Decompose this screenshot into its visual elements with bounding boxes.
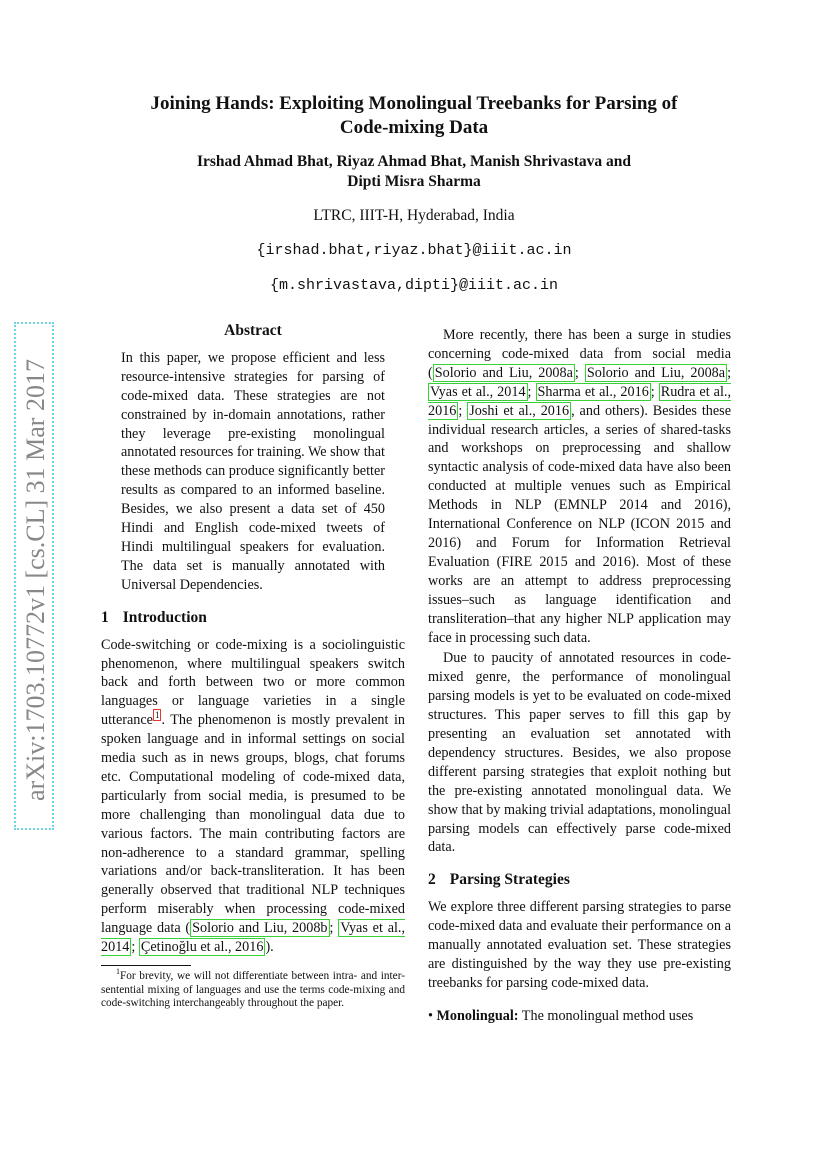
paragraph-text: , and others). Besides these individual research articles, a series of shared-tasks and workshops on preprocessing and shallow syntactic analysis of code-mixed data have also been conducted at multiple venues such as Empirical Methods in NLP (EMNLP 2014 and 2016), International Conference on NLP (ICON 2015 and 2016) and Forum for Information Retrieval Evaluation (FIRE 2015 and 2016). Most of these works are an attempt to address preprocessing issues–such as language identification and transliteration–that any higher NLP application may face in processing such data. [428, 402, 731, 646]
footnote-marker-link[interactable]: 1 [154, 710, 160, 721]
citation-separator: ; [727, 364, 732, 381]
title-line-2: Code-mixing Data [339, 117, 489, 138]
paper-title [110, 92, 718, 140]
citation-link[interactable]: Çetinoğlu et al., 2016 [140, 939, 264, 956]
citation-separator: ; [574, 364, 585, 381]
section-1-number: 1 [101, 608, 109, 626]
strategies-paragraph: We explore three different parsing strategies to parse code-mixed data and evaluate their performance on a manually annotated evaluation set. These strategies are distinguished by the way they use pre-existing treebanks for parsing code-mixed data. [428, 899, 731, 991]
bullet-text: The monolingual method uses [518, 1007, 694, 1024]
section-2-heading [428, 871, 731, 890]
citation-link[interactable]: Solorio and Liu, 2008a [434, 364, 573, 381]
authors [110, 152, 718, 192]
authors-line-1: Irshad Ahmad Bhat, Riyaz Ahmad Bhat, Manish Shrivastava and [196, 153, 632, 170]
citation-link[interactable]: Solorio and Liu, 2008a [586, 364, 726, 381]
motivation-paragraph: Due to paucity of annotated resources in code-mixed genre, the performance of monolingual parsing models is yet to be evaluated on code-mixed structures. This paper serves to fill this gap by presenting an evaluation set annotated with dependency structures. Besides, we also propose different parsing strategies that exploit nothing but the pre-existing annotated monolingual data. We show that by making trivial adaptations, monolingual parsing models can effectively parse code-mixed data. [428, 650, 732, 856]
section-1-heading [101, 609, 405, 628]
bullet-item-monolingual [428, 1007, 731, 1026]
citation-separator: ; [329, 920, 339, 937]
intro-text-c: ). [265, 939, 274, 956]
arxiv-stamp-text: arXiv:1703.10772v1 [cs.CL] 31 Mar 2017 [21, 359, 50, 801]
abstract-text: In this paper, we propose efficient and less resource-intensive strategies for parsing of code-mixed data. These strategies are not constrained by in-domain annotations, rather they leverage pre-existing monolingual annotated resources for training. We show that these methods can produce significantly better results as compared to an informed baseline. Besides, we also present a data set of 450 Hindi and English code-mixed tweets of Hindi multilingual speakers for evaluation. The data set is manually annotated with Universal Dependencies. [121, 349, 385, 593]
affiliation: LTRC, IIIT-H, Hyderabad, India [313, 207, 515, 224]
section-2-number: 2 [428, 871, 436, 889]
email-line-2: {m.shrivastava,dipti}@iiit.ac.in [269, 277, 559, 294]
section-2-title: Parsing Strategies [449, 871, 570, 889]
bullet-symbol: • [428, 1007, 433, 1024]
citation-separator: ; [458, 402, 468, 419]
left-column [101, 322, 405, 1011]
intro-paragraph [101, 636, 405, 957]
related-work-paragraph [428, 326, 731, 647]
authors-line-2: Dipti Misra Sharma [347, 173, 481, 190]
citation-separator: ; [650, 383, 659, 400]
footnote-text: For brevity, we will not differentiate between intra- and inter-sentential mixing of languages and use the terms code-mixing and code-switching interchangeably throughout the paper. [101, 970, 405, 1010]
section-1-title: Introduction [122, 608, 207, 626]
citation-link[interactable]: Solorio and Liu, 2008b [192, 920, 328, 937]
abstract-heading: Abstract [224, 322, 282, 339]
citation-link[interactable]: Vyas et al., 2014 [101, 920, 406, 956]
footnote [101, 967, 405, 1011]
intro-text-b: . The phenomenon is mostly prevalent in spoken language and in informal settings on social media such as in news groups, blogs, chat forums etc. Computational modeling of code-mixed data, particularly from social media, is presumed to be more challenging than monolingual data due to various factors. The main contributing factors are non-adherence to a standard grammar, spelling variations and/or back-transliteration. It has been generally observed that traditional NLP techniques perform miserably when processing code-mixed language data ( [101, 712, 405, 937]
arxiv-stamp[interactable] [14, 330, 58, 830]
citation-separator: ; [527, 383, 536, 400]
footnote-divider [101, 965, 191, 966]
paragraph-text: More recently, there has been a surge in studies concerning code-mixed data from social media ( [428, 327, 731, 381]
email-line-1: {irshad.bhat,riyaz.bhat}@iiit.ac.in [256, 242, 572, 259]
citation-link[interactable]: Joshi et al., 2016 [469, 402, 570, 419]
bullet-label: Monolingual: [436, 1007, 519, 1024]
citation-link[interactable]: Vyas et al., 2014 [430, 383, 526, 400]
intro-text-a: Code-switching or code-mixing is a sociolinguistic phenomenon, where multilingual speakers switch back and forth between two or more common languages or language varieties in a single utterance [101, 636, 405, 729]
title-line-1: Joining Hands: Exploiting Monolingual Treebanks for Parsing of [150, 93, 678, 114]
citation-link[interactable]: Sharma et al., 2016 [537, 383, 649, 400]
footnote-number: 1 [116, 967, 120, 977]
citation-separator: ; [131, 939, 139, 956]
right-column [428, 326, 731, 1026]
citation-link[interactable]: Rudra et al., 2016 [428, 383, 731, 419]
